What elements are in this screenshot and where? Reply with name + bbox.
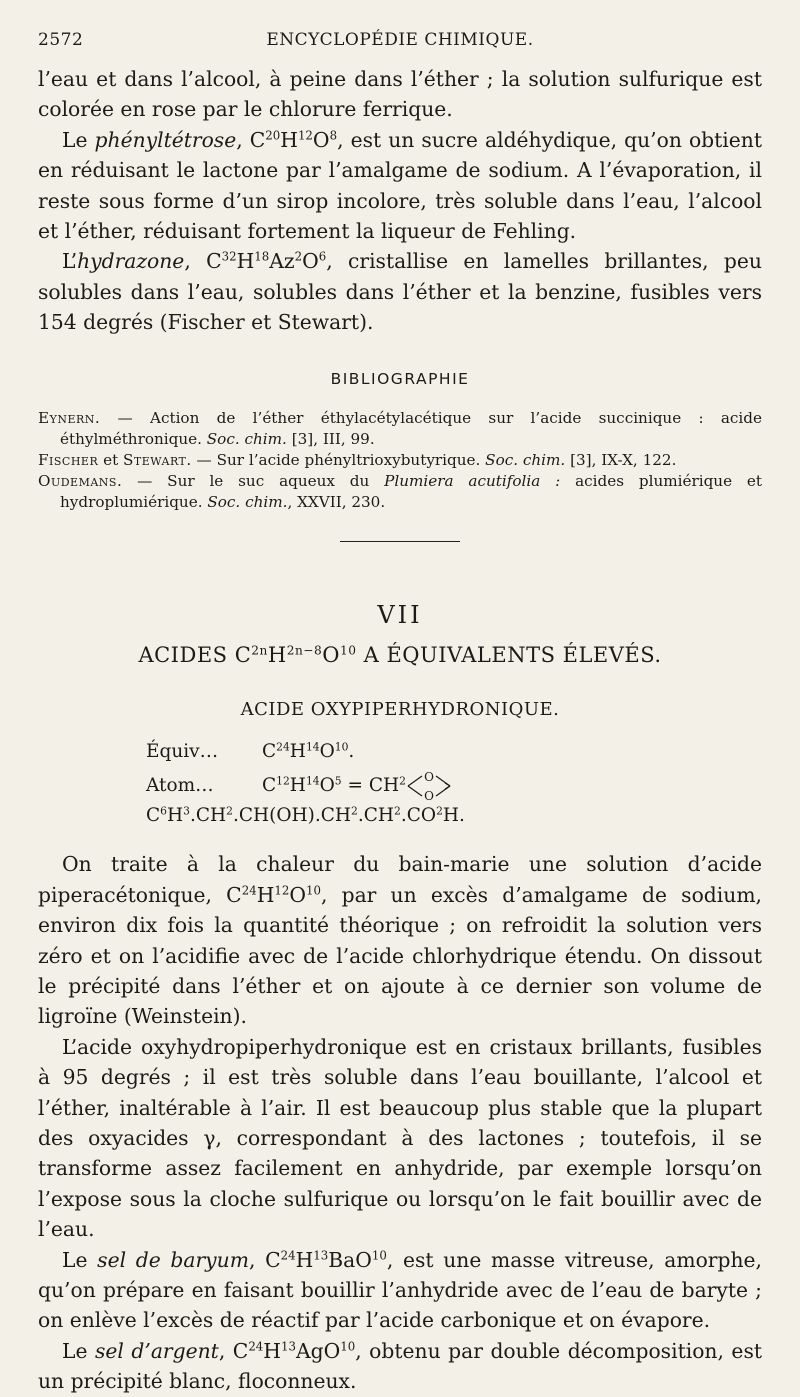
ring-oxygen-bottom: O: [424, 789, 434, 802]
paragraph-preparation: On traite à la chaleur du bain-marie une solution d’acide piperacétonique, $C^{24}H^{12}O^{10}$, par un excès d’amalgame de sodium, environ dix fois la quantité théorique ; on refroidit la solution vers zéro et on l’acidifie avec de l’acide chlorhydrique étendu. On dissout le précipité dans l’éther et on ajoute à ce dernier son volume de ligroïne (Weinstein).: [38, 852, 762, 1029]
running-title: ENCYCLOPÉDIE CHIMIQUE.: [266, 30, 534, 50]
bibliography-entry: Oudemans. — Sur le suc aqueux du Plumiera acutifolia : acides plumiérique et hydroplumiérique. Soc. chim., XXVII, 230.: [38, 472, 763, 512]
atom-formula: Atom… $C^{12}H^{14}O^5 = CH^2$ O O $C^6H^3.CH^2.CH(OH).CH^2.CH^2.CO^2H$.: [146, 771, 465, 827]
ring-oxygen-top: O: [424, 771, 434, 785]
page-body: [38, 64, 762, 1397]
chapter-number: VII: [377, 601, 423, 630]
paragraph-hydrazone: L’hydrazone, $C^{32}H^{18}Az^2O^6$, cristallise en lamelles brillantes, peu solubles dans l’eau, solubles dans l’éther et la benzine, fusibles vers 154 degrés (Fischer et Stewart).: [38, 249, 762, 335]
equiv-formula: Équiv… $C^{24}H^{14}O^{10}$.: [146, 740, 355, 763]
chapter-title: ACIDES $C^{2n}H^{2n-8}O^{10}$ A ÉQUIVALENTS ÉLEVÉS.: [138, 643, 662, 668]
section-divider: [340, 541, 460, 542]
paragraph-silver-salt: Le sel d’argent, $C^{24}H^{13}AgO^{10}$, obtenu par double décomposition, est un précipité blanc, floconneux.: [38, 1338, 762, 1394]
paragraph-phenyltetrose: Le phényltétrose, $C^{20}H^{12}O^8$, est un sucre aldéhydique, qu’on obtient en réduisant le lactone par l’amalgame de sodium. A l’évaporation, il reste sous forme d’un sirop incolore, très soluble dans l’eau, l’alcool et l’éther, réduisant fortement la liqueur de Fehling.: [38, 127, 762, 244]
paragraph: l’eau et dans l’alcool, à peine dans l’éther ; la solution sulfurique est colorée en rose par le chlorure ferrique.: [38, 67, 762, 122]
bibliography-entry: Eynern. — Action de l’éther éthylacétylacétique sur l’acide succinique : acide éthylméthronique. Soc. chim. [3], III, 99.: [38, 409, 762, 449]
paragraph-barium-salt: Le sel de baryum, $C^{24}H^{13}BaO^{10}$, est une masse vitreuse, amorphe, qu’on prépare en faisant bouillir l’anhydride avec de l’eau de baryte ; on enlève l’excès de réactif par l’acide carbonique et on évapore.: [38, 1247, 762, 1333]
bibliography-entry: Fischer et Stewart. — Sur l’acide phényltrioxybutyrique. Soc. chim. [3], IX-X, 122.: [38, 451, 677, 470]
page-number: 2572: [38, 30, 84, 50]
compound-heading: ACIDE OXYPIPERHYDRONIQUE.: [240, 698, 560, 720]
methylenedioxy-ring-icon: [406, 771, 462, 801]
bibliography-heading: BIBLIOGRAPHIE: [330, 369, 470, 388]
paragraph-properties: L’acide oxyhydropiperhydronique est en cristaux brillants, fusibles à 95 degrés ; il est très soluble dans l’eau bouillante, l’alcool et l’éther, inaltérable à l’air. Il est beaucoup plus stable que la plupart des oxyacides γ, correspondant à des lactones ; toutefois, il se transforme assez facilement en anhydride, par exemple lorsqu’on l’expose sous la cloche sulfurique ou lorsqu’on le fait bouillir avec de l’eau.: [38, 1034, 762, 1242]
page-header: [38, 30, 762, 54]
